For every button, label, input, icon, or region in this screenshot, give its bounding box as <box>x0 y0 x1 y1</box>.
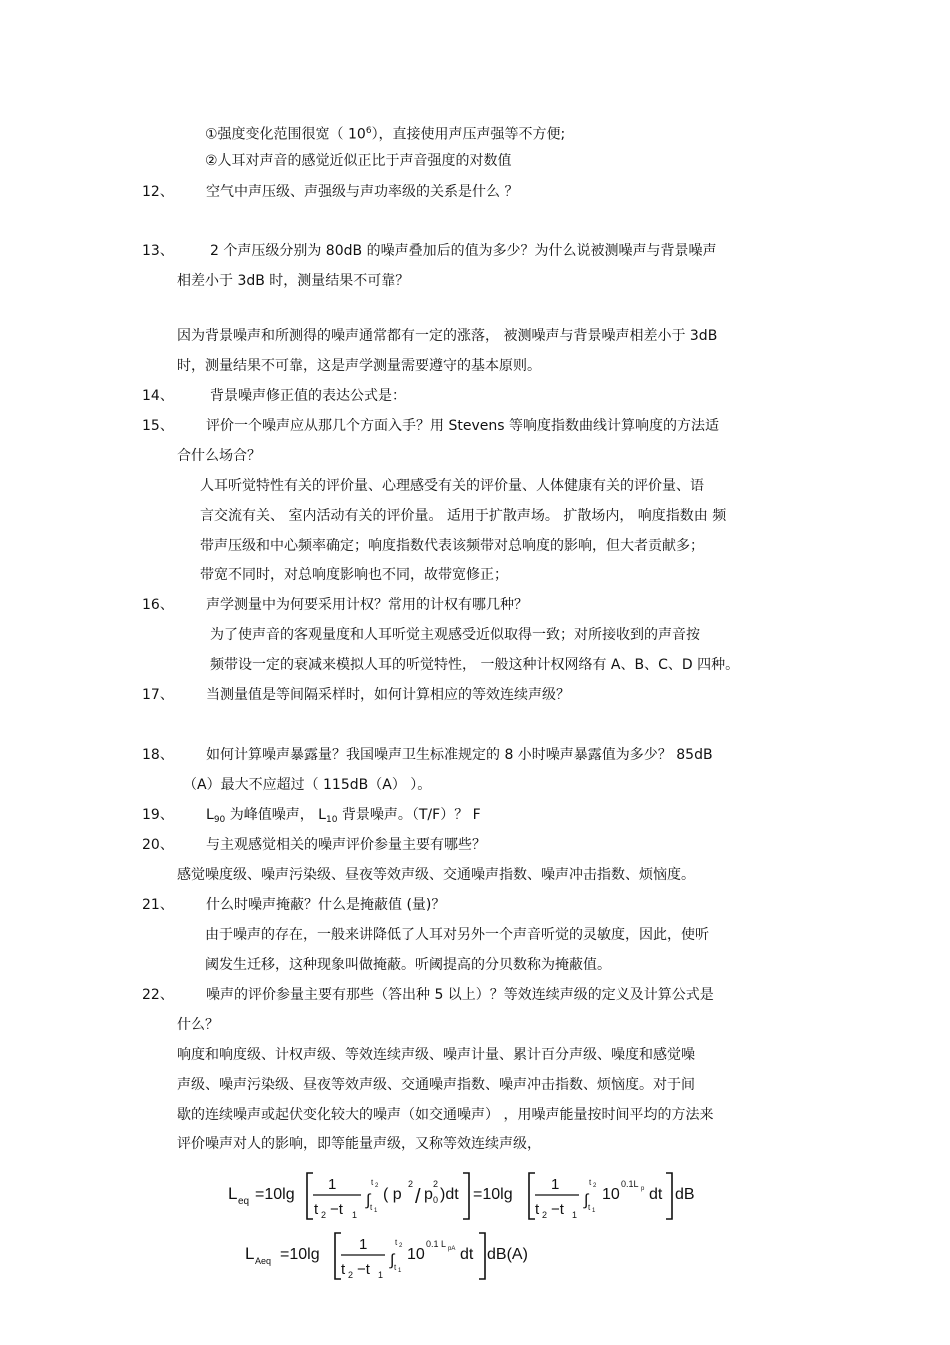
formula-limit: t <box>370 1203 373 1212</box>
answer-line: 为了使声音的客观量度和人耳听觉主观感受近似取得一致；对所接收到的声音按 <box>210 627 700 643</box>
question-text: 噪声的评价参量主要有那些（答出种 5 以上）？等效连续声级的定义及计算公式是 <box>206 987 714 1003</box>
formula-body: )dt <box>440 1186 459 1203</box>
formula-subscript: 1 <box>572 1210 578 1220</box>
text: 为峰值噪声， L <box>225 807 326 823</box>
formula-denominator: −t <box>357 1261 370 1278</box>
subscript: 90 <box>213 815 226 825</box>
answer-line: 频带设一定的衰减来模拟人耳的听觉特性， 一般这种计权网络有 A、B、C、D 四种。 <box>210 657 740 673</box>
formula-body: dt <box>649 1186 663 1203</box>
formula-superscript: 2 <box>408 1179 414 1189</box>
formula-denominator: t <box>535 1201 540 1218</box>
answer-line: 评价噪声对人的影响，即等能量声级，又称等效连续声级， <box>177 1136 541 1152</box>
formula-body: dt <box>460 1246 474 1263</box>
formula-subscript: Aeq <box>255 1256 272 1266</box>
formula-subscript: 2 <box>321 1210 327 1220</box>
question-number: 12、 <box>142 184 174 200</box>
formula-unit: dB <box>675 1186 695 1203</box>
formula-operator: =10lg <box>280 1246 320 1263</box>
text: ），直接使用声压声强等不方便; <box>371 126 566 143</box>
formula-subscript: pA <box>448 1246 456 1252</box>
formula-superscript: 0.1 L <box>426 1239 447 1249</box>
formula-operator: =10lg <box>473 1186 513 1203</box>
formula-limit: t <box>589 1178 592 1187</box>
integral-sign: ∫ <box>390 1252 395 1269</box>
answer-line: 因为背景噪声和所测得的噪声通常都有一定的涨落， 被测噪声与背景噪声相差小于 3dB <box>177 328 718 344</box>
question-number: 16、 <box>142 597 174 613</box>
formula-symbol: L <box>245 1244 255 1263</box>
formula-body: 10 <box>602 1186 620 1203</box>
formula-subscript: 1 <box>398 1268 402 1274</box>
integral-sign: ∫ <box>584 1192 589 1209</box>
question-text: 声学测量中为何要采用计权？常用的计权有哪几种？ <box>206 597 528 613</box>
formula-body: p <box>424 1186 433 1203</box>
leq-formula-svg <box>225 1165 715 1225</box>
formula-unit: dB(A) <box>487 1246 528 1263</box>
formula-subscript: 2 <box>348 1270 354 1280</box>
question-text: 什么时噪声掩蔽？什么是掩蔽值 (量)？ <box>206 897 446 913</box>
formula-subscript: 1 <box>592 1208 596 1214</box>
formula-subscript: 0 <box>433 1195 439 1205</box>
answer-line: 带宽不同时，对总响度影响也不同，故带宽修正； <box>200 567 508 583</box>
laeq-formula-svg <box>242 1227 542 1287</box>
question-text: 当测量值是等间隔采样时，如何计算相应的等效连续声级？ <box>206 687 570 703</box>
question-number: 21、 <box>142 897 174 913</box>
question-text: 2 个声压级分别为 80dB 的噪声叠加后的值为多少？为什么说被测噪声与背景噪声 <box>210 243 717 259</box>
answer-line: 阈发生迁移，这种现象叫做掩蔽。听阈提高的分贝数称为掩蔽值。 <box>205 957 611 973</box>
formula-denominator: −t <box>330 1201 343 1218</box>
formula-subscript: 1 <box>352 1210 358 1220</box>
answer-line <box>205 122 565 144</box>
answer-line: （A）最大不应超过（ 115dB（A） ）。 <box>183 777 432 793</box>
text: ①强度变化范围很宽（ 10 <box>205 126 366 143</box>
answer-line: 带声压级和中心频率确定；响度指数代表该频带对总响度的影响，但大者贡献多； <box>200 538 704 554</box>
formula-numerator: 1 <box>551 1176 560 1193</box>
answer-line: 时，测量结果不可靠，这是声学测量需要遵守的基本原则。 <box>177 358 541 374</box>
answer-line: 响度和响度级、计权声级、等效连续声级、噪声计量、累计百分声级、噪度和感觉噪 <box>177 1047 695 1063</box>
formula-operator: =10lg <box>255 1186 295 1203</box>
answer-line: 言交流有关、 室内活动有关的评价量。 适用于扩散声场。 扩散场内， 响度指数由 频 <box>200 508 727 524</box>
bracket <box>307 1173 313 1219</box>
question-text: 评价一个噪声应从那几个方面入手？用 Stevens 等响度指数曲线计算响度的方法适 <box>206 418 719 434</box>
formula-subscript: eq <box>238 1196 250 1207</box>
answer-line: 感觉噪度级、噪声污染级、昼夜等效声级、交通噪声指数、噪声冲击指数、烦恼度。 <box>177 867 695 883</box>
question-text: 合什么场合？ <box>177 448 261 464</box>
formula-body: ( p <box>383 1186 402 1203</box>
formula-body: 10 <box>407 1246 425 1263</box>
question-text: 相差小于 3dB 时，测量结果不可靠？ <box>177 273 410 289</box>
text: L <box>206 807 214 823</box>
formula-subscript: 2 <box>542 1210 548 1220</box>
question-number: 15、 <box>142 418 174 434</box>
formula-numerator: 1 <box>328 1176 337 1193</box>
answer-line: 人耳听觉特性有关的评价量、心理感受有关的评价量、人体健康有关的评价量、语 <box>200 478 704 494</box>
bracket <box>463 1173 469 1219</box>
answer-line: ②人耳对声音的感觉近似正比于声音强度的对数值 <box>205 153 512 169</box>
question-number: 17、 <box>142 687 174 703</box>
question-number: 18、 <box>142 747 174 763</box>
formula-subscript: 2 <box>399 1243 403 1249</box>
formula-subscript: p <box>641 1186 645 1192</box>
formula-subscript: 2 <box>593 1183 597 1189</box>
formula-operator: / <box>415 1186 421 1208</box>
answer-line: 歇的连续噪声或起伏变化较大的噪声（如交通噪声） ，用噪声能量按时间平均的方法来 <box>177 1107 714 1123</box>
formula-denominator: t <box>314 1201 319 1218</box>
formula-superscript: 0.1L <box>621 1179 639 1189</box>
question-number: 19、 <box>142 807 174 823</box>
formula-denominator: t <box>341 1261 346 1278</box>
formula-limit: t <box>394 1263 397 1272</box>
formula-subscript: 2 <box>375 1183 379 1189</box>
question-number: 20、 <box>142 837 174 853</box>
bracket <box>479 1233 485 1279</box>
question-number: 22、 <box>142 987 174 1003</box>
formula-denominator: −t <box>551 1201 564 1218</box>
leq-formula <box>225 1165 715 1225</box>
question-text <box>206 806 481 826</box>
question-text: 如何计算噪声暴露量？我国噪声卫生标准规定的 8 小时噪声暴露值为多少？ 85dB <box>206 747 713 763</box>
question-text: 什么？ <box>177 1017 219 1033</box>
formula-limit: t <box>588 1203 591 1212</box>
answer-line: 由于噪声的存在，一般来讲降低了人耳对另外一个声音听觉的灵敏度，因此，使听 <box>205 927 709 943</box>
formula-limit: t <box>395 1238 398 1247</box>
formula-subscript: 1 <box>378 1270 384 1280</box>
question-text: 与主观感觉相关的噪声评价参量主要有哪些？ <box>206 837 486 853</box>
formula-limit: t <box>371 1178 374 1187</box>
formula-subscript: 1 <box>374 1208 378 1214</box>
question-number: 13、 <box>142 243 174 259</box>
superscript: 6 <box>365 126 372 136</box>
question-number: 14、 <box>142 388 174 404</box>
laeq-formula <box>242 1227 542 1287</box>
text: 背景噪声。（T/F）？ F <box>337 807 481 823</box>
formula-symbol: L <box>228 1184 238 1203</box>
question-text: 背景噪声修正值的表达公式是： <box>210 388 406 404</box>
formula-numerator: 1 <box>359 1236 368 1253</box>
bracket <box>666 1173 672 1219</box>
question-text: 空气中声压级、声强级与声功率级的关系是什么 ？ <box>206 184 519 200</box>
answer-line: 声级、噪声污染级、昼夜等效声级、交通噪声指数、噪声冲击指数、烦恼度。对于间 <box>177 1077 695 1093</box>
subscript: 10 <box>325 815 338 825</box>
formula-superscript: 2 <box>433 1179 439 1189</box>
integral-sign: ∫ <box>366 1192 371 1209</box>
